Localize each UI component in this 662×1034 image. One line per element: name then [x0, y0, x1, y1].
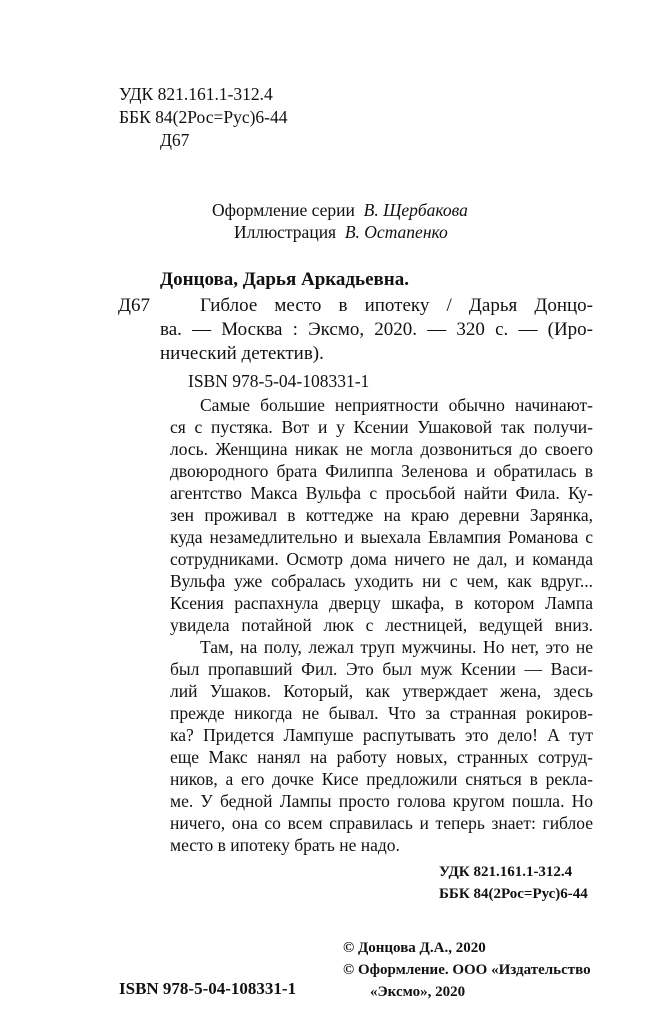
annotation-line: Ксения распахнула дверцу шкафа, в котором Лампа [170, 593, 593, 613]
illustration-label: Иллюстрация [234, 222, 337, 242]
annotation-line: ме. У бедной Лампы просто голова кругом пошла. Но [170, 791, 593, 811]
annotation-line: ка? Придется Лампуше распутывать это дело! А тут [170, 725, 593, 745]
illustration-credit [234, 221, 448, 243]
isbn-bottom: ISBN 978-5-04-108331-1 [119, 979, 297, 998]
copyright-publisher: «Эксмо», 2020 [370, 984, 466, 1000]
series-design-label: Оформление серии [212, 200, 355, 220]
series-design-credit [212, 199, 468, 221]
title-line-3: нический детектив). [160, 343, 324, 364]
annotation-line: Там, на полу, лежал труп мужчины. Но нет, это не [200, 637, 593, 657]
series-design-name: В. Щербакова [363, 200, 468, 220]
annotation-line: Самые большие неприятности обычно начинают- [200, 395, 593, 415]
annotation-line: ся с пустяка. Вот и у Ксении Ушаковой так получи- [170, 417, 593, 437]
annotation-line: был пропавший Фил. Это был муж Ксении — Васи- [170, 659, 593, 679]
annotation-line: лось. Женщина никак не могла дозвониться до своего [170, 439, 593, 459]
annotation-line: куда незамедлительно и выехала Евлампия Романова с [170, 527, 593, 547]
illustration-name: В. Остапенко [344, 222, 448, 242]
title-line-1: Гиблое место в ипотеку / Дарья Донцо- [200, 295, 593, 316]
copyright-author: © Донцова Д.А., 2020 [343, 940, 486, 956]
record-isbn: ISBN 978-5-04-108331-1 [188, 371, 370, 391]
footer-udk: УДК 821.161.1-312.4 [439, 864, 573, 880]
annotation-line: двоюродного брата Филиппа Зеленова и обратилась в [170, 461, 593, 481]
author-mark: Д67 [160, 130, 190, 150]
annotation-line: сотрудниками. Осмотр дома ничего не дал, и команда [170, 549, 593, 569]
annotation-line: лий Ушаков. Который, как утверждает жена, здесь [170, 681, 593, 701]
annotation-line: увидела потайной люк с лестницей, ведущей вниз. [170, 615, 593, 635]
author-heading: Донцова, Дарья Аркадьевна. [160, 269, 409, 290]
annotation-line: еще Макс нанял на работу новых, странных сотруд- [170, 747, 593, 767]
annotation-line: зен проживал в коттедже на краю деревни Зарянка, [170, 505, 593, 525]
record-mark: Д67 [118, 295, 150, 316]
annotation-line: ников, а его дочке Кисе предложили сняться в рекла- [170, 769, 593, 789]
annotation-line: прежде никогда не бывал. Что за странная рокиров- [170, 703, 593, 723]
annotation-line: Вульфа уже собралась уходить ни с чем, как вдруг... [170, 571, 593, 591]
copyright-design: © Оформление. ООО «Издательство [343, 962, 591, 978]
annotation-line: агентство Макса Вульфа с просьбой найти Фила. Ку- [170, 483, 593, 503]
bbk-code: ББК 84(2Рос=Рус)6-44 [119, 107, 288, 127]
footer-bbk: ББК 84(2Рос=Рус)6-44 [439, 886, 588, 902]
title-line-2: ва. — Москва : Эксмо, 2020. — 320 с. — (Иро- [160, 319, 593, 340]
udk-code: УДК 821.161.1-312.4 [119, 84, 273, 104]
annotation-line: место в ипотеку брать не надо. [170, 835, 400, 855]
annotation-line: ничего, она со всем справилась и теперь знает: гиблое [170, 813, 593, 833]
